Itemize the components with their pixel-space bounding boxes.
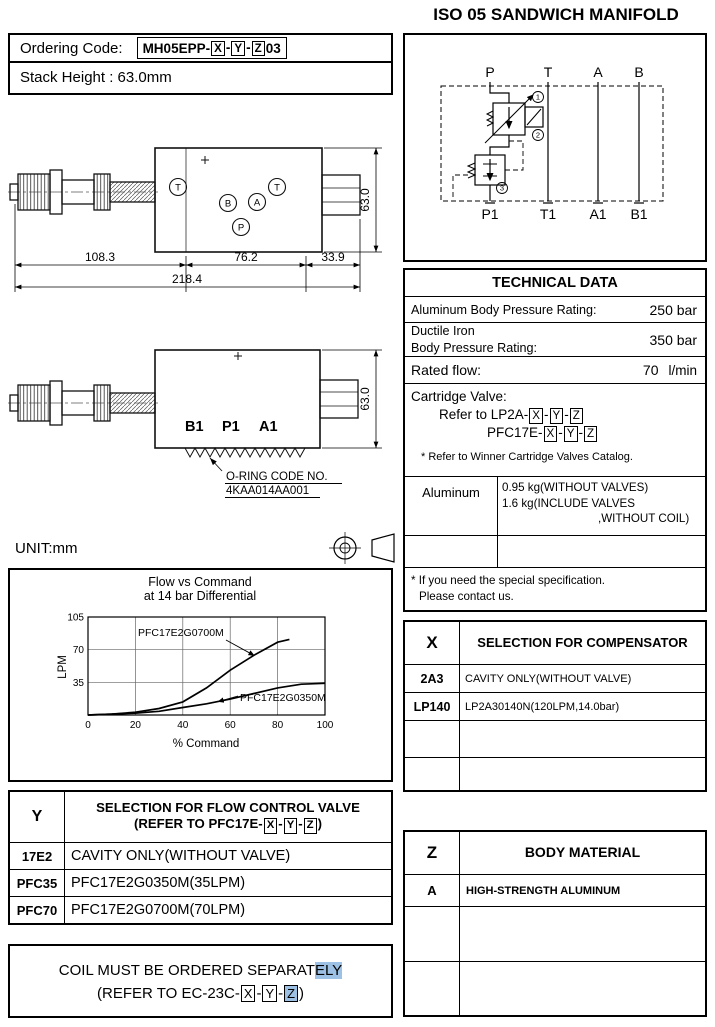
knurled-knob	[18, 385, 50, 421]
weight-line1: 0.95 kg(WITHOUT VALVES)	[502, 481, 649, 494]
ordering-code-label: Ordering Code:	[20, 39, 123, 57]
svg-text:80: 80	[272, 720, 284, 731]
svg-text:PFC17E2G0700M: PFC17E2G0700M	[138, 627, 224, 639]
port-label-p: P	[237, 222, 245, 234]
manifold-body	[155, 148, 322, 252]
projection-symbols	[318, 528, 403, 568]
spring-symbol	[468, 163, 475, 178]
y-row-desc: PFC17E2G0700M(70LPM)	[71, 902, 246, 918]
chart-title-line1: Flow vs Command	[148, 575, 252, 589]
coil-note-line2: (REFER TO EC-23C- X - Y - Z )	[97, 984, 304, 1002]
ordering-code-value	[137, 37, 287, 59]
y-row-desc: CAVITY ONLY(WITHOUT VALVE)	[71, 848, 291, 864]
y-key: Y	[10, 792, 65, 842]
port-label-b: B	[224, 198, 232, 210]
ordering-code-panel	[8, 33, 393, 95]
weight-line2: 1.6 kg(INCLUDE VALVES	[502, 496, 635, 510]
table-row-empty	[405, 535, 705, 567]
hydraulic-schematic-panel	[403, 33, 707, 262]
port-b: B	[634, 64, 644, 80]
port-t1: T1	[539, 206, 557, 222]
side-view-labels	[185, 419, 328, 497]
port-letters	[175, 183, 280, 234]
end-fitting	[320, 380, 358, 418]
dim-63-side: 63.0	[358, 387, 372, 411]
weight-material: Aluminum	[405, 477, 498, 535]
svg-text:2: 2	[535, 130, 541, 140]
y-header-line1: SELECTION FOR FLOW CONTROL VALVE	[96, 799, 360, 815]
hydraulic-schematic	[405, 35, 705, 260]
stack-height-row	[10, 63, 391, 91]
cartridge-ref-2: PFC17E- X - Y - Z	[411, 424, 699, 442]
schematic-lines	[441, 82, 663, 203]
special-note: * If you need the special specification. Please contact us.	[411, 574, 605, 604]
top-view-body	[8, 148, 360, 252]
y-selection-table	[8, 790, 393, 925]
pilot-line	[505, 141, 523, 170]
threaded-section	[110, 182, 155, 202]
z-body-material-table	[403, 830, 707, 1017]
chart-xlabel: % Command	[172, 738, 240, 750]
svg-text:60: 60	[224, 720, 236, 731]
x-table-header	[405, 622, 705, 664]
cartridge-valve-section	[405, 384, 705, 476]
port-label-t-left: T	[175, 182, 181, 194]
xyz-code: X - Y - Z	[263, 816, 318, 831]
highlighted-text: ELY	[314, 962, 343, 979]
technical-data-panel	[403, 268, 707, 612]
stack-height-label: Stack Height : 63.0mm	[20, 68, 172, 86]
knurled-knob	[18, 174, 50, 210]
x-row-desc: CAVITY ONLY(WITHOUT VALVE)	[465, 672, 632, 685]
svg-text:1: 1	[535, 92, 541, 102]
end-fitting	[322, 175, 360, 215]
oring-code-value: 4KAA014AA001	[226, 485, 310, 497]
coil-note-line1: COIL MUST BE ORDERED SEPARATELY	[58, 962, 343, 979]
z-key: Z	[405, 832, 460, 874]
svg-text:PFC17E2G0350M: PFC17E2G0350M	[240, 692, 326, 704]
xyz-code: X - Y - Z	[210, 40, 266, 57]
xyz-code: X - Y - Z	[528, 407, 584, 422]
y-table-header	[10, 792, 391, 842]
flow-chart-panel	[8, 568, 393, 782]
dim-218: 218.4	[171, 272, 203, 286]
valve-side-view-drawing	[8, 330, 395, 502]
lock-nut	[94, 385, 110, 421]
oring-code-label: O-RING CODE NO.	[226, 471, 328, 483]
flow-vs-command-chart	[10, 570, 391, 780]
x-row-desc: LP2A30140N(120LPM,14.0bar)	[465, 700, 620, 713]
dim-108: 108.3	[84, 250, 116, 264]
port-label-a: A	[253, 197, 261, 209]
svg-text:70: 70	[72, 645, 84, 657]
table-row-empty	[405, 961, 705, 1015]
weight-table	[405, 476, 705, 568]
x-key: X	[405, 622, 460, 664]
lock-nut	[94, 174, 110, 210]
port-label-b1: B1	[185, 419, 204, 435]
x-selection-table	[403, 620, 707, 792]
dim-33: 33.9	[321, 250, 345, 264]
x-row-code: 2A3	[405, 665, 460, 692]
pressure-rating-iron-row: Ductile Iron Body Pressure Rating: 350 bar	[405, 323, 705, 357]
svg-text:20: 20	[129, 720, 141, 731]
sandwich-boundary	[441, 86, 663, 201]
port-t: T	[543, 64, 553, 80]
schematic-labels	[481, 64, 647, 222]
weight-line3: ,WITHOUT COIL)	[598, 512, 690, 526]
y-row-desc: PFC17E2G0350M(35LPM)	[71, 875, 246, 891]
svg-text:105: 105	[67, 612, 84, 624]
dimension-lines	[15, 148, 382, 292]
table-row	[10, 896, 391, 923]
p-line-in	[490, 82, 509, 103]
dim-76: 76.2	[234, 250, 258, 264]
z-row-code: A	[405, 875, 460, 906]
port-label-p1: P1	[222, 419, 240, 435]
dimension-lines	[322, 350, 382, 448]
oring-serration	[185, 448, 305, 457]
port-p1: P1	[481, 206, 499, 222]
y-row-code: PFC70	[10, 897, 65, 923]
port-label-t-right: T	[274, 182, 280, 194]
svg-text:40: 40	[177, 720, 189, 731]
spring-symbol	[487, 111, 493, 126]
valve-top-view-drawing	[8, 100, 395, 300]
svg-text:100: 100	[316, 720, 334, 731]
x-header: SELECTION FOR COMPENSATOR	[477, 634, 688, 650]
catalog-note: * Refer to Winner Cartridge Valves Catalog.	[421, 450, 633, 463]
svg-text:35: 35	[72, 677, 84, 689]
code-suffix: 03	[265, 40, 281, 56]
table-row-empty	[405, 906, 705, 961]
table-row	[10, 842, 391, 869]
unit-label: UNIT:mm	[15, 540, 78, 557]
pressure-rating-aluminum-row: Aluminum Body Pressure Rating: 250 bar	[405, 297, 705, 323]
projection-cone-icon	[372, 534, 394, 562]
svg-text:0: 0	[85, 720, 91, 731]
page-title: ISO 05 SANDWICH MANIFOLD	[433, 5, 679, 24]
y-row-code: PFC35	[10, 870, 65, 896]
rated-flow-row: Rated flow: 70 l/min	[405, 357, 705, 384]
side-view-body	[8, 350, 358, 471]
coil-note	[8, 944, 393, 1018]
technical-data-title: TECHNICAL DATA	[405, 270, 705, 297]
table-row	[405, 692, 705, 720]
xyz-code: X - Y - Z	[543, 425, 599, 440]
xyz-code: X - Y - Z	[240, 985, 299, 1002]
y-header-line2: (REFER TO PFC17E- X - Y - Z )	[65, 816, 391, 834]
chart-ylabel: LPM	[57, 655, 69, 679]
drain-line	[453, 175, 468, 198]
z-table-header	[405, 832, 705, 874]
table-row-empty	[405, 757, 705, 790]
oring-leader-arrow	[210, 458, 222, 471]
svg-text:3: 3	[499, 183, 505, 193]
cartridge-ref-1: Refer to LP2A- X - Y - Z	[411, 406, 699, 424]
table-row-empty	[405, 720, 705, 757]
port-a1: A1	[589, 206, 607, 222]
table-row	[405, 477, 705, 535]
table-row	[10, 869, 391, 896]
z-row-desc: HIGH-STRENGTH ALUMINUM	[466, 884, 621, 897]
chart-title-line2: at 14 bar Differential	[143, 589, 257, 603]
chart-annotations	[138, 627, 326, 704]
table-row	[405, 664, 705, 692]
cartridge-valve-label: Cartridge Valve:	[411, 389, 507, 404]
threaded-section	[110, 393, 155, 413]
x-row-code: LP140	[405, 693, 460, 720]
ordering-code-row	[10, 35, 391, 63]
z-header: BODY MATERIAL	[524, 844, 641, 861]
dim-63-top: 63.0	[358, 188, 372, 212]
port-label-a1: A1	[259, 419, 278, 435]
code-prefix: MH05EPP-	[142, 40, 211, 56]
port-a: A	[593, 64, 603, 80]
y-row-code: 17E2	[10, 843, 65, 869]
port-b1: B1	[630, 206, 648, 222]
port-p: P	[485, 64, 495, 80]
table-row	[405, 874, 705, 906]
